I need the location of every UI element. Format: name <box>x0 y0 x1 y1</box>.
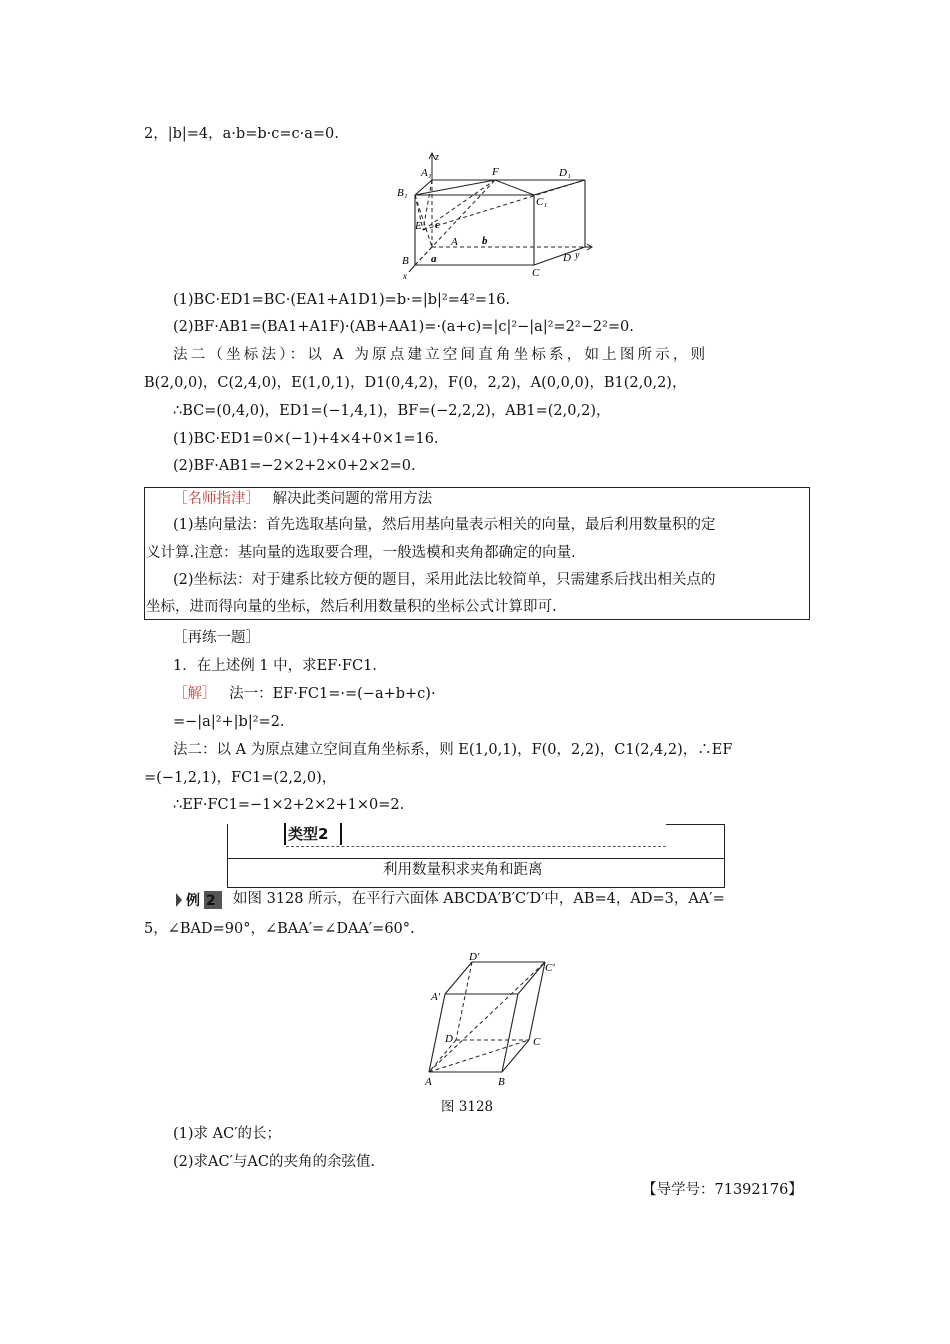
guide-number: 【导学号：71392176】 <box>642 1182 803 1198</box>
example-line-1: 如图 3128 所示，在平行六面体 ABCDA′B′C′D′中，AB=4，AD=3，AA′= <box>233 891 725 907</box>
type-divider <box>227 858 724 859</box>
type-header-gap-left <box>228 824 284 846</box>
parallelepiped-figure <box>425 950 555 1090</box>
example-line-2: 5，∠BAD=90°，∠BAA′=∠DAA′=60°. <box>144 921 415 937</box>
figure-caption: 图 3128 <box>441 1099 494 1115</box>
fig1-z-label: z <box>435 152 439 163</box>
fig2-b-label: B <box>498 1076 505 1088</box>
fig2-a-label: A <box>425 1076 432 1088</box>
tip-line-1b: 义计算.注意：基向量的选取要合理，一般选模和夹角都确定的向量. <box>146 545 576 561</box>
type-dashed-rule <box>286 846 666 847</box>
tip-line-1a: (1)基向量法：首先选取基向量，然后用基向量表示相关的向量，最后利用数量积的定 <box>173 517 716 533</box>
fig1-d1-label: D₁ <box>559 167 571 179</box>
fig1-cc-label: C <box>532 267 540 279</box>
fig2-dp-label: D′ <box>469 951 480 963</box>
fig1-x-label: x <box>403 271 407 281</box>
solution-text-1: 法一：EF·FC1=·=(−a+b+c)· <box>229 686 436 702</box>
example-tag <box>176 890 224 910</box>
solution-line-3: 法二：以 A 为原点建立空间直角坐标系，则 E(1,0,1)，F(0，2,2)，C1(2,4,2)，∴EF <box>173 742 733 758</box>
fig1-a-vector-label: a <box>431 253 437 265</box>
text-line-2: (1)BC·ED1=BC·(EA1+A1D1)=b·=|b|²=4²=16. <box>173 292 511 308</box>
cuboid-figure <box>395 150 595 282</box>
fig2-c-label: C <box>533 1036 541 1048</box>
practice-question: 1．在上述例 1 中，求EF·FC1. <box>173 658 377 674</box>
type-label-bar-left <box>284 823 286 845</box>
solution-line-1 <box>173 684 436 704</box>
fig1-a-label: A <box>451 236 458 248</box>
tip-tag: ［名师指津］ <box>173 491 260 507</box>
fig1-f-label: F <box>492 166 499 178</box>
tip-header <box>173 489 432 509</box>
fig1-d-label: D <box>563 252 571 264</box>
fig1-b1-label: B₁ <box>397 187 408 199</box>
fig2-ap-label: A′ <box>431 991 441 1003</box>
fig1-y-label: y <box>575 250 580 261</box>
text-line-7: (1)BC·ED1=0×(−1)+4×4+0×1=16. <box>173 431 439 447</box>
solution-line-5: ∴EF·FC1=−1×2+2×2+1×0=2. <box>173 797 405 813</box>
text-line-1: 2，|b|=4，a·b=b·c=c·a=0. <box>144 126 339 142</box>
type-label-bar-right <box>340 823 342 845</box>
text-line-4: 法二（坐标法）：以 A 为原点建立空间直角坐标系，如上图所示，则 <box>173 347 709 363</box>
solution-line-4: =(−1,2,1)，FC1=(2,2,0)， <box>144 770 337 786</box>
text-line-5: B(2,0,0)，C(2,4,0)，E(1,0,1)，D1(0,4,2)，F(0，2,2)，A(0,0,0)，B1(2,0,2)， <box>144 375 687 391</box>
type-label: 类型2 <box>288 825 329 843</box>
fig2-cp-label: C′ <box>545 962 555 974</box>
fig1-b-label: B <box>402 255 409 267</box>
tip-line-2a: (2)坐标法：对于建系比较方便的题目，采用此法比较简单，只需建系后找出相关点的 <box>173 572 716 588</box>
tip-title: 解决此类问题的常用方法 <box>272 491 433 507</box>
fig1-b-vector-label: b <box>482 235 488 247</box>
fig1-e-label: E <box>415 220 422 232</box>
solution-tag: ［解］ <box>173 686 217 702</box>
practice-heading: ［再练一题］ <box>173 630 260 646</box>
solution-line-2: =−|a|²+|b|²=2. <box>173 714 285 730</box>
question-2: (2)求AC′与AC的夹角的余弦值. <box>173 1154 376 1170</box>
fig1-c1-label: C₁ <box>536 196 548 208</box>
fig1-c-vector-label: c <box>435 219 440 231</box>
text-line-3: (2)BF·AB1=(BA1+A1F)·(AB+AA1)=·(a+c)=|c|²−|a|²=2²−2²=0. <box>173 319 634 335</box>
fig2-d-label: D <box>445 1033 453 1045</box>
text-line-8: (2)BF·AB1=−2×2+2×0+2×2=0. <box>173 458 416 474</box>
type-title: 利用数量积求夹角和距离 <box>383 862 543 878</box>
tip-line-2b: 坐标，进而得向量的坐标，然后利用数量积的坐标公式计算即可. <box>146 599 557 615</box>
text-line-6: ∴BC=(0,4,0)，ED1=(−1,4,1)，BF=(−2,2,2)，AB1=(2,0,2)， <box>173 403 611 419</box>
question-1: (1)求 AC′的长； <box>173 1126 282 1142</box>
fig1-a1-label: A₁ <box>421 167 432 179</box>
example-tag-label: 例2 <box>186 893 222 909</box>
